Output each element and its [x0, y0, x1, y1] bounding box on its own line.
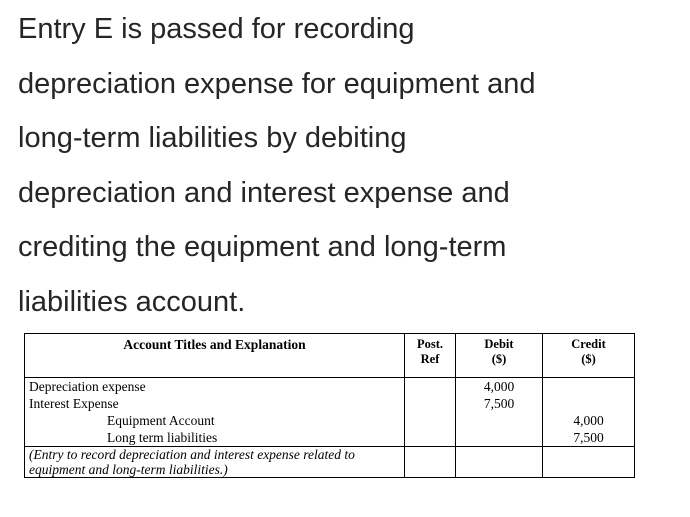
debit-cell: 7,500 [456, 395, 543, 412]
credit-header-line2: ($) [581, 352, 596, 366]
debit-header [456, 334, 543, 378]
debit-cell [456, 412, 543, 429]
credit-cell [543, 395, 635, 412]
credit-header-line1: Credit [571, 337, 606, 351]
table-row [25, 429, 635, 447]
post-ref-cell [405, 395, 456, 412]
table-header-row [25, 334, 635, 378]
journal-entry-table [24, 333, 635, 478]
post-ref-header [405, 334, 456, 378]
narration-row [25, 447, 635, 478]
account-cell: Long term liabilities [25, 429, 405, 447]
credit-cell: 4,000 [543, 412, 635, 429]
paragraph-line: depreciation and interest expense and [18, 176, 510, 209]
debit-cell [456, 429, 543, 447]
narration-cell: (Entry to record depreciation and interest expense related to equipment and long-term liabilities.) [25, 447, 405, 478]
credit-header [543, 334, 635, 378]
table-row [25, 395, 635, 412]
credit-cell [543, 447, 635, 478]
post-ref-cell [405, 429, 456, 447]
debit-cell: 4,000 [456, 378, 543, 396]
table-row [25, 412, 635, 429]
paragraph-line: long-term liabilities by debiting [18, 122, 407, 155]
paragraph-line: Entry E is passed for recording [18, 13, 415, 45]
account-cell: Depreciation expense [25, 378, 405, 396]
paragraph-line: liabilities account. [18, 285, 246, 318]
credit-cell: 7,500 [543, 429, 635, 447]
debit-header-line2: ($) [491, 352, 507, 366]
credit-cell [543, 378, 635, 396]
account-cell: Equipment Account [25, 412, 405, 429]
post-ref-header-line2: Ref [420, 352, 440, 366]
post-ref-cell [405, 447, 456, 478]
paragraph-line: crediting the equipment and long-term [18, 231, 507, 264]
table-row [25, 378, 635, 396]
post-ref-cell [405, 412, 456, 429]
explanation-paragraph [18, 2, 678, 330]
account-titles-header: Account Titles and Explanation [25, 334, 405, 378]
account-cell: Interest Expense [25, 395, 405, 412]
debit-header-line1: Debit [484, 337, 514, 351]
debit-cell [456, 447, 543, 478]
post-ref-cell [405, 378, 456, 396]
post-ref-header-line1: Post. [416, 337, 444, 351]
paragraph-line: depreciation expense for equipment and [18, 67, 536, 100]
